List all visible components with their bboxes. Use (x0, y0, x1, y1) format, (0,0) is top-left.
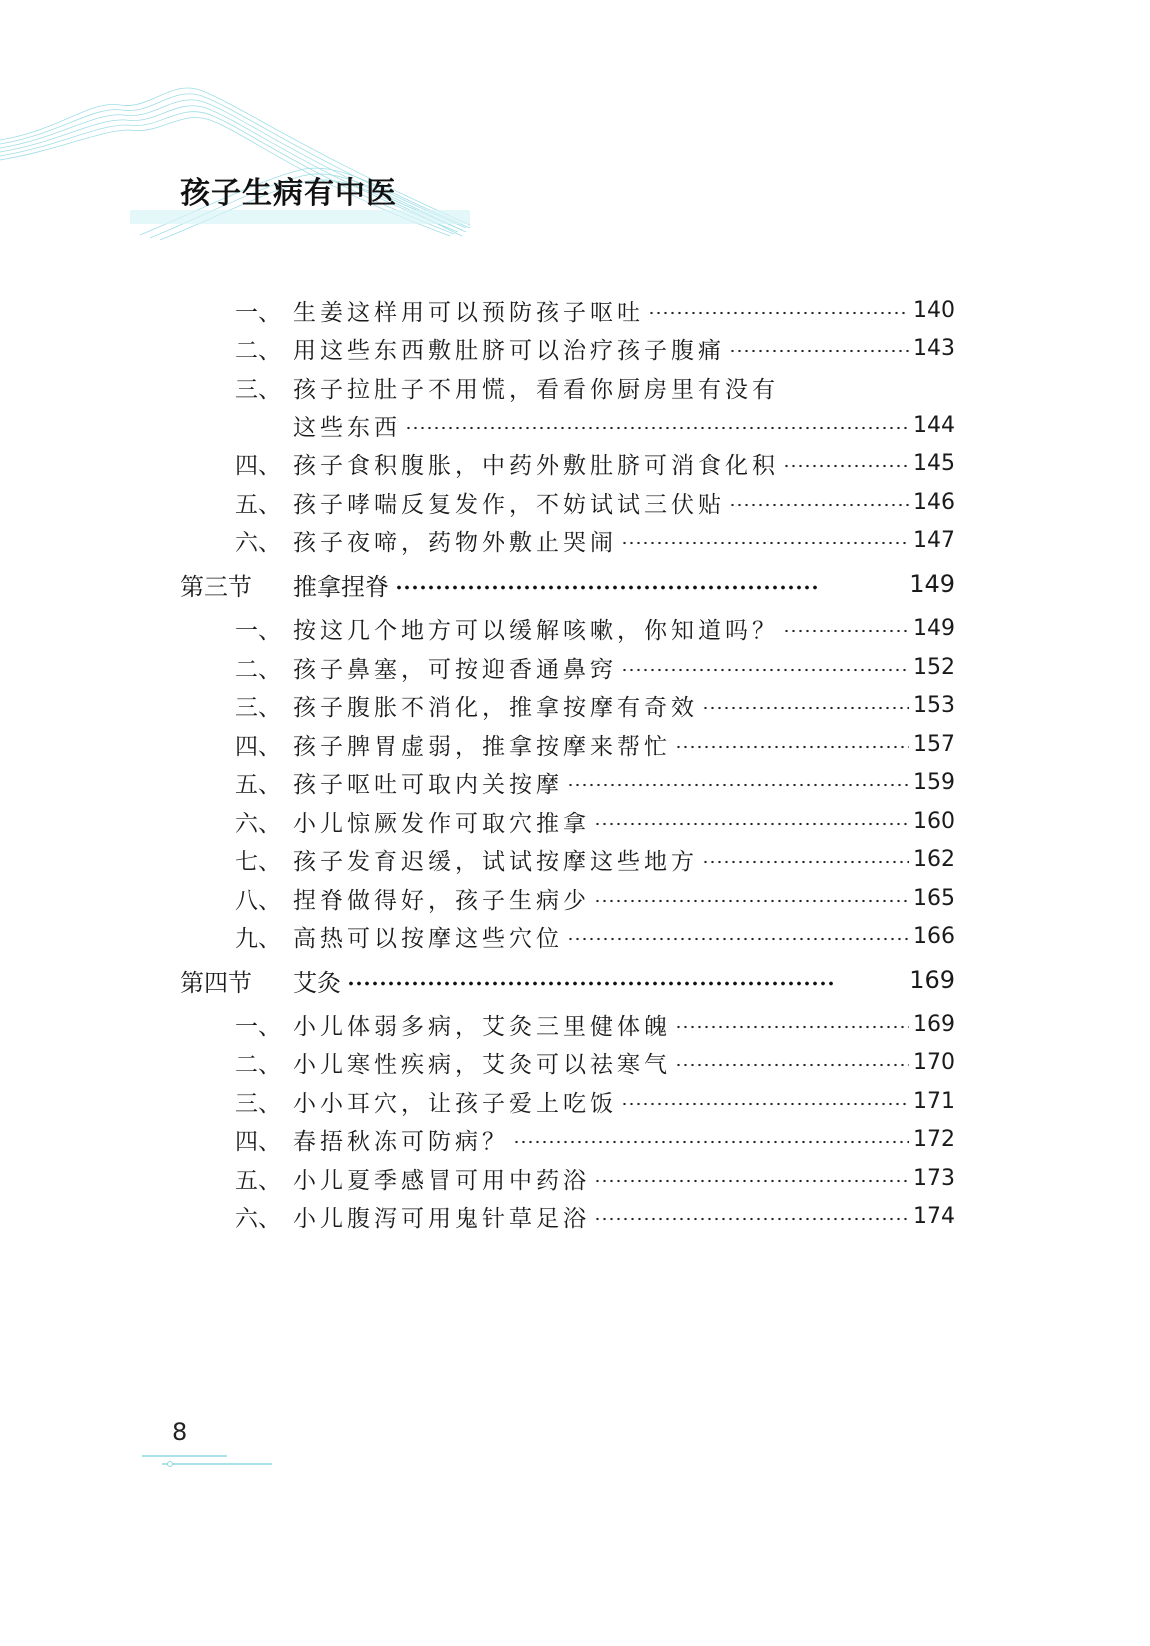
toc-page-number: 171 (913, 1088, 955, 1114)
toc-entry[interactable]: 二、 用这些东西敷肚脐可以治疗孩子腹痛 143 (235, 335, 955, 364)
toc-page-number: 173 (913, 1165, 955, 1191)
leader-dots (675, 1025, 909, 1029)
toc-page-number: 170 (913, 1049, 955, 1075)
toc-section-heading[interactable]: 第三节 推拿捏脊 149 (180, 570, 955, 601)
book-title: 孩子生病有中医 (180, 176, 397, 211)
leader-dots (729, 503, 909, 507)
toc-entry[interactable]: 九、 高热可以按摩这些穴位 166 (235, 923, 955, 952)
leader-dots (675, 745, 909, 749)
leader-dots (729, 349, 909, 353)
footer-line-decoration (142, 1450, 272, 1470)
leader-dots (621, 1102, 909, 1106)
toc-page-number: 160 (913, 808, 955, 834)
toc-entry[interactable]: 五、 小儿夏季感冒可用中药浴 173 (235, 1165, 955, 1194)
toc-page-number: 149 (909, 570, 955, 598)
toc-page-number: 143 (913, 335, 955, 361)
toc-entry[interactable]: 六、 小儿惊厥发作可取穴推拿 160 (235, 808, 955, 837)
toc-page-number: 144 (913, 412, 955, 438)
toc-page-number: 159 (913, 769, 955, 795)
toc-page-number: 166 (913, 923, 955, 949)
leader-dots (783, 464, 909, 468)
toc-entry[interactable]: 六、 小儿腹泻可用鬼针草足浴 174 (235, 1203, 955, 1232)
toc-page-number: 169 (913, 1011, 955, 1037)
page-number: 8 (172, 1418, 188, 1446)
leader-dots (347, 981, 837, 986)
toc-entry[interactable]: 二、 孩子鼻塞，可按迎香通鼻窍 152 (235, 654, 955, 683)
mountain-wave-decoration (0, 60, 500, 240)
toc-page-number: 153 (913, 692, 955, 718)
toc-entry[interactable]: 一、 小儿体弱多病，艾灸三里健体魄 169 (235, 1011, 955, 1040)
leader-dots (648, 311, 909, 315)
leader-dots (621, 668, 909, 672)
toc-entry[interactable]: 五、 孩子哮喘反复发作，不妨试试三伏贴 146 (235, 489, 955, 518)
leader-dots (594, 1217, 909, 1221)
leader-dots (567, 783, 909, 787)
toc-page-number: 140 (913, 297, 955, 323)
leader-dots (405, 426, 909, 430)
toc-page-number: 147 (913, 527, 955, 553)
leader-dots (675, 1063, 909, 1067)
toc-page-number: 152 (913, 654, 955, 680)
toc-page-number: 145 (913, 450, 955, 476)
leader-dots (702, 706, 909, 710)
toc-page-number: 149 (913, 615, 955, 641)
leader-dots (395, 585, 817, 590)
leader-dots (567, 937, 909, 941)
toc-entry[interactable]: 四、 孩子脾胃虚弱，推拿按摩来帮忙 157 (235, 731, 955, 760)
toc-page-number: 169 (909, 966, 955, 994)
toc-entry[interactable]: 七、 孩子发育迟缓，试试按摩这些地方 162 (235, 846, 955, 875)
toc-page-number: 165 (913, 885, 955, 911)
leader-dots (594, 822, 909, 826)
leader-dots (621, 541, 909, 545)
toc-entry[interactable]: 一、 生姜这样用可以预防孩子呕吐 140 (235, 297, 955, 326)
toc-page-number: 157 (913, 731, 955, 757)
leader-dots (513, 1140, 909, 1144)
toc-entry[interactable]: 二、 小儿寒性疾病，艾灸可以祛寒气 170 (235, 1049, 955, 1078)
toc-entry[interactable]: 四、 春捂秋冻可防病？ 172 (235, 1126, 955, 1155)
leader-dots (594, 1179, 909, 1183)
toc-entry-continuation[interactable]: 这些东西 144 (293, 412, 955, 441)
toc-entry[interactable]: 三、 孩子拉肚子不用慌，看看你厨房里有没有 (235, 376, 779, 403)
toc-entry[interactable]: 八、 捏脊做得好，孩子生病少 165 (235, 885, 955, 914)
toc-page-number: 172 (913, 1126, 955, 1152)
toc-page-number: 174 (913, 1203, 955, 1229)
leader-dots (702, 860, 909, 864)
leader-dots (594, 899, 909, 903)
toc-entry[interactable]: 一、 按这几个地方可以缓解咳嗽，你知道吗？ 149 (235, 615, 955, 644)
toc-section-heading[interactable]: 第四节 艾灸 169 (180, 966, 955, 997)
toc-entry[interactable]: 六、 孩子夜啼，药物外敷止哭闹 147 (235, 527, 955, 556)
toc-entry[interactable]: 四、 孩子食积腹胀，中药外敷肚脐可消食化积 145 (235, 450, 955, 479)
toc-entry[interactable]: 三、 孩子腹胀不消化，推拿按摩有奇效 153 (235, 692, 955, 721)
leader-dots (783, 629, 909, 633)
toc-entry[interactable]: 五、 孩子呕吐可取内关按摩 159 (235, 769, 955, 798)
toc-page-number: 162 (913, 846, 955, 872)
toc-entry[interactable]: 三、 小小耳穴，让孩子爱上吃饭 171 (235, 1088, 955, 1117)
toc-page-number: 146 (913, 489, 955, 515)
